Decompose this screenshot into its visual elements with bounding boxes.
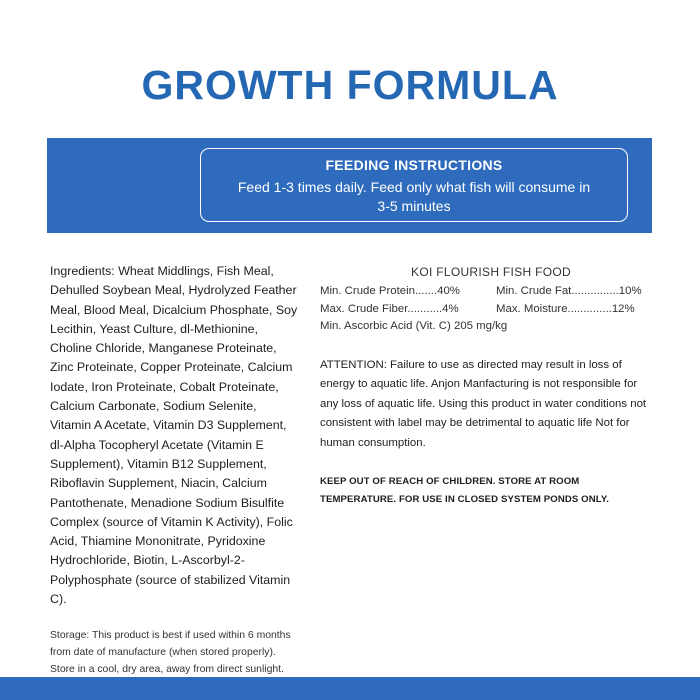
- ingredients-text: Ingredients: Wheat Middlings, Fish Meal, Dehulled Soybean Meal, Hydrolyzed Feather Meal, Blood Meal, Dicalcium Phosphate, Soy Lecithin, Yeast Culture, dl-Methionine, Choline Chloride, Manganese Proteinate, Zinc Proteinate, Copper Proteinate, Calcium Iodate, Iron Proteinate, Cobalt Proteinate, Calcium Carbonate, Sodium Selenite, Vitamin A Acetate, Vitamin D3 Supplement, dl-Alpha Tocopheryl Acetate (Vitamin E Supplement), Vitamin B12 Supplement, Riboflavin Supplement, Niacin, Calcium Pantothenate, Menadione Sodium Bisulfite Complex (source of Vitamin K Activity), Folic Acid, Thiamine Mononitrate, Pyridoxine Hydrochloride, Biotin, L-Ascorbyl-2-Polyphosphate (source of stabilized Vitamin C).: [50, 264, 298, 607]
- top-margin: [0, 0, 700, 30]
- bottom-band: [0, 677, 700, 700]
- feeding-instructions-box: [200, 148, 628, 222]
- page-title: GROWTH FORMULA: [141, 62, 559, 108]
- analysis-crude-protein: Min. Crude Protein.......40%: [320, 285, 460, 297]
- analysis-column: [320, 265, 652, 508]
- warning-text: KEEP OUT OF REACH OF CHILDREN. STORE AT ROOM TEMPERATURE. FOR USE IN CLOSED SYSTEM PONDS ONLY.: [320, 476, 610, 505]
- analysis-moisture: Max. Moisture..............12%: [496, 302, 635, 315]
- analysis-row: [320, 283, 652, 301]
- feeding-text: Feed 1-3 times daily. Feed only what fish will consume in 3-5 minutes: [237, 179, 591, 214]
- analysis-crude-fat: Min. Crude Fat...............10%: [496, 285, 642, 297]
- ingredients-column: [50, 262, 300, 678]
- analysis-row: [320, 301, 652, 319]
- analysis-ascorbic-acid: Min. Ascorbic Acid (Vit. C) 205 mg/kg: [320, 320, 508, 332]
- storage-text: Storage: This product is best if used within 6 months from date of manufacture (when stored properly). Store in a cool, dry area, away from direct sunlight.: [50, 630, 291, 676]
- attention-text: ATTENTION: Failure to use as directed may result in loss of energy to aquatic life. Anjon Manfacturing is not responsible for any loss of aquatic life. Using this product in water conditions not consistent with label may be detrimental to aquatic life Not for human consumption.: [320, 358, 647, 449]
- analysis-crude-fiber: Max. Crude Fiber...........4%: [320, 302, 459, 315]
- feeding-heading: FEEDING INSTRUCTIONS: [325, 157, 503, 173]
- analysis-title: KOI FLOURISH FISH FOOD: [411, 265, 571, 279]
